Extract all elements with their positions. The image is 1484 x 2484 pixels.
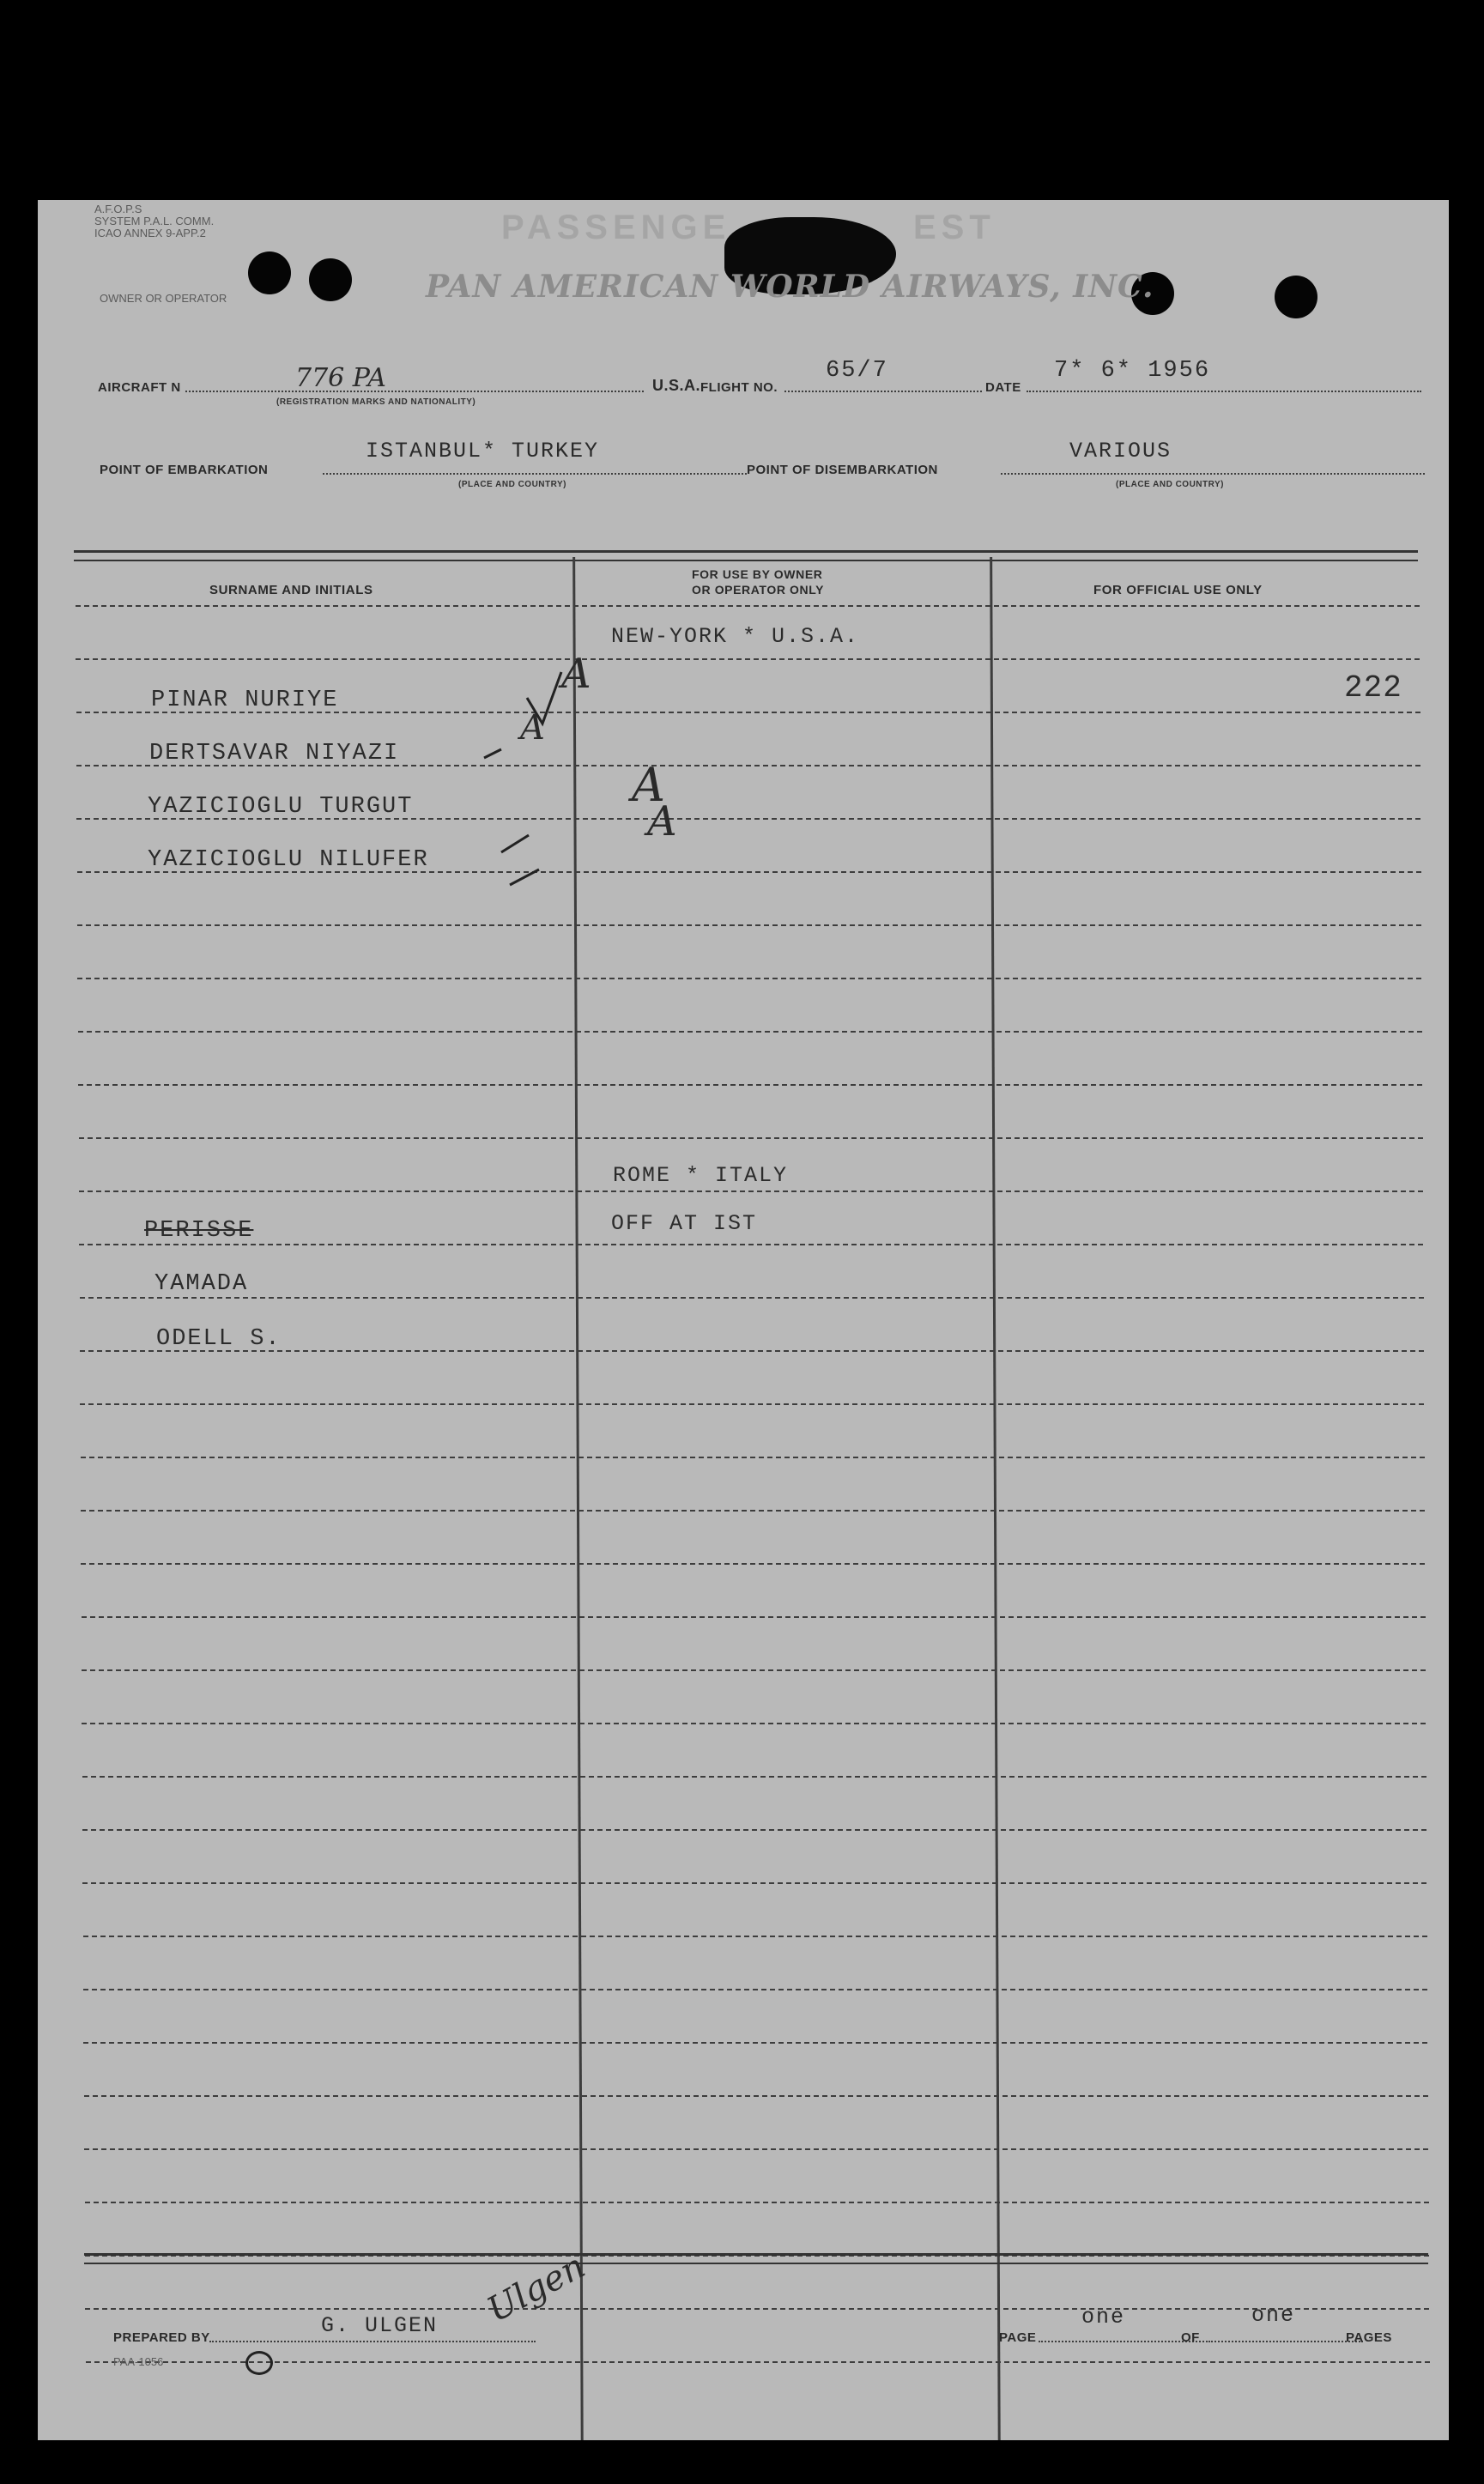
pages-line	[1208, 2341, 1363, 2342]
ruled-line	[80, 1297, 1424, 1299]
check-mark-icon	[484, 749, 501, 758]
owner-name: PAN AMERICAN WORLD AIRWAYS, INC.	[426, 269, 1154, 305]
ruled-line	[83, 1936, 1427, 1937]
ruled-line	[79, 1191, 1423, 1192]
total-pages: one	[1251, 2303, 1296, 2328]
passenger-7: ODELL S.	[156, 1326, 282, 1352]
embark-place-caption: (PLACE AND COUNTRY)	[458, 480, 566, 489]
ruled-line	[81, 1510, 1425, 1512]
ruled-line	[82, 1616, 1426, 1618]
handwritten-mark-2: A	[520, 708, 545, 748]
prepared-line	[209, 2341, 536, 2342]
ruled-line	[84, 2095, 1428, 2097]
punch-hole-left-1	[248, 251, 291, 294]
aircraft-line	[185, 391, 644, 392]
ruled-line	[80, 1350, 1424, 1352]
ruled-line	[79, 1244, 1423, 1245]
form-code: PAA-1056	[113, 2355, 164, 2368]
ruled-line	[83, 2042, 1427, 2044]
signature: Ulgen	[481, 2246, 592, 2330]
check-marks-group	[467, 663, 724, 921]
date-line	[1027, 391, 1421, 392]
ruled-line	[86, 2361, 1430, 2363]
stamp-icon	[245, 2351, 273, 2375]
registration-caption: (REGISTRATION MARKS AND NATIONALITY)	[276, 397, 476, 407]
ruled-line	[77, 924, 1421, 926]
handwritten-mark-3: A	[632, 758, 665, 812]
ruled-line	[80, 1403, 1424, 1405]
passenger-4: YAZICIOGLU NILUFER	[148, 847, 429, 873]
ruled-line	[76, 605, 1420, 607]
manifest-sheet	[38, 200, 1449, 2440]
form-ref-3: ICAO ANNEX 9-APP.2	[94, 227, 206, 239]
passenger-2: DERTSAVAR NIYAZI	[149, 741, 400, 766]
flight-value: 65/7	[826, 358, 888, 384]
disembarkation-line	[1001, 473, 1425, 475]
country-label: U.S.A.	[652, 377, 701, 394]
date-value: 7* 6* 1956	[1054, 358, 1211, 384]
destination-rome: ROME * ITALY	[613, 1163, 789, 1188]
page-label: PAGE	[999, 2330, 1037, 2345]
ruled-line	[83, 1989, 1427, 1990]
disembark-place-caption: (PLACE AND COUNTRY)	[1116, 480, 1224, 489]
flight-line	[784, 391, 982, 392]
embarkation-label: POINT OF EMBARKATION	[100, 463, 269, 477]
passenger-6: YAMADA	[154, 1271, 249, 1297]
ruled-line	[81, 1457, 1425, 1458]
date-label: DATE	[985, 380, 1021, 395]
passenger-5-struck: PERISSE	[144, 1218, 254, 1244]
ruled-line	[82, 1882, 1426, 1884]
prepared-by: G. ULGEN	[321, 2313, 439, 2338]
owner-label: OWNER OR OPERATOR	[100, 292, 227, 305]
passenger-1: PINAR NURIYE	[151, 688, 339, 713]
aircraft-value: 776 PA	[295, 363, 386, 393]
check-mark-icon	[501, 835, 529, 852]
form-title: PASSENGE	[501, 209, 731, 246]
punch-hole-left-2	[309, 258, 352, 301]
table-top-rule	[74, 550, 1418, 561]
col-divider-2	[990, 557, 1001, 2440]
page-number: one	[1081, 2305, 1126, 2330]
form-ref-2: SYSTEM P.A.L. COMM.	[94, 215, 215, 227]
ruled-line	[84, 2148, 1428, 2150]
form-title-tail: EST	[913, 209, 996, 246]
embarkation-value: ISTANBUL* TURKEY	[366, 439, 600, 463]
col-owner-header-1: FOR USE BY OWNER	[692, 567, 823, 581]
handwritten-mark-1: A	[561, 650, 591, 698]
aircraft-label: AIRCRAFT N	[98, 380, 181, 395]
punch-hole-right-2	[1275, 276, 1317, 318]
ruled-line	[82, 1776, 1426, 1778]
check-mark-icon	[510, 869, 539, 885]
ruled-line	[76, 658, 1420, 660]
ruled-line	[81, 1563, 1425, 1565]
pages-label: PAGES	[1346, 2330, 1392, 2345]
ruled-line	[78, 1031, 1422, 1033]
ruled-line	[78, 1084, 1422, 1086]
ruled-line	[79, 1137, 1423, 1139]
embarkation-line	[323, 473, 747, 475]
of-label: OF	[1181, 2330, 1200, 2345]
ruled-line	[82, 1829, 1426, 1831]
passenger-3: YAZICIOGLU TURGUT	[148, 794, 414, 820]
official-number: 222	[1344, 670, 1402, 706]
col-surname-header: SURNAME AND INITIALS	[209, 583, 373, 597]
form-ref-1: A.F.O.P.S	[94, 203, 142, 215]
ruled-line	[82, 1669, 1426, 1671]
ruled-line	[82, 1723, 1426, 1724]
destination-new-york: NEW-YORK * U.S.A.	[611, 624, 860, 649]
table-bottom-rule	[84, 2253, 1428, 2264]
disembarkation-value: VARIOUS	[1069, 439, 1172, 463]
ruled-line	[85, 2308, 1429, 2310]
ruled-line	[85, 2202, 1429, 2203]
disembarkation-label: POINT OF DISEMBARKATION	[747, 463, 938, 477]
prepared-label: PREPARED BY	[113, 2330, 210, 2345]
col-official-header: FOR OFFICIAL USE ONLY	[1093, 583, 1263, 597]
off-note: OFF AT IST	[611, 1211, 758, 1236]
handwritten-mark-4: A	[647, 797, 677, 845]
flight-label: FLIGHT NO.	[700, 380, 778, 395]
col-owner-header-2: OR OPERATOR ONLY	[692, 583, 825, 597]
ruled-line	[77, 978, 1421, 979]
